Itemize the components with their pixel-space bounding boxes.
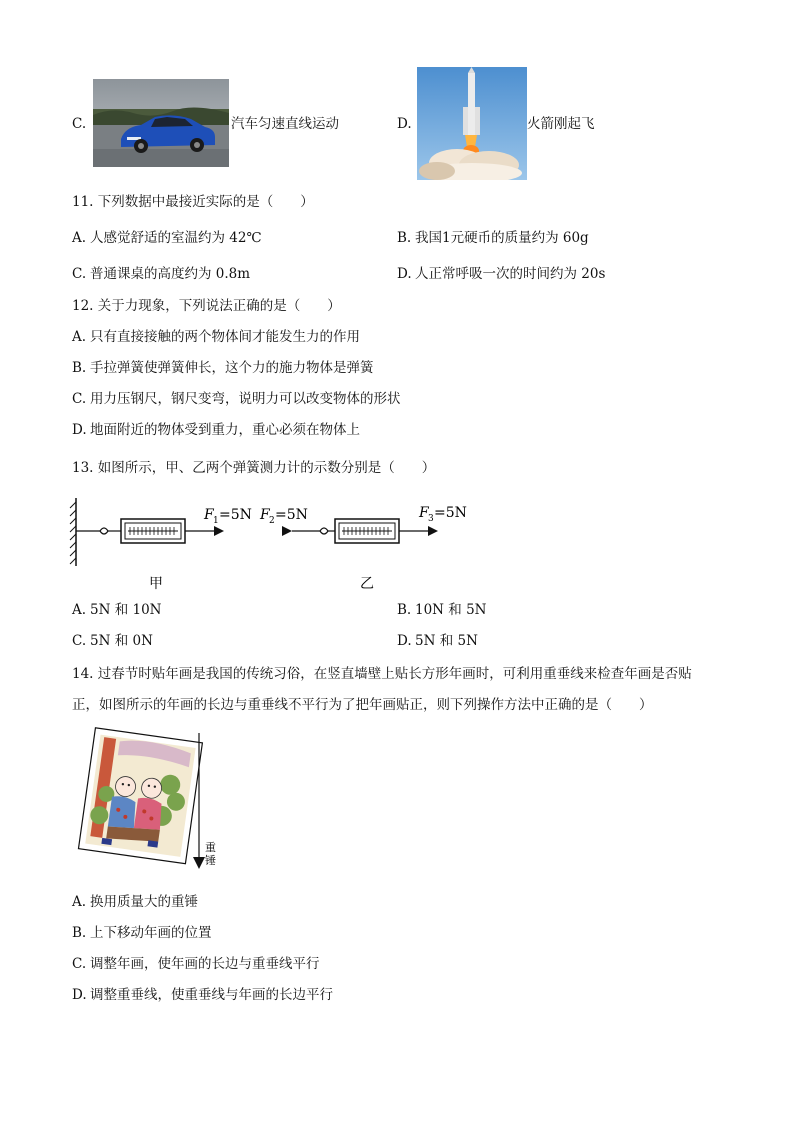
q10-option-c-text: 汽车匀速直线运动 <box>231 116 339 132</box>
option-text: 我国1元硬币的质量约为 60g <box>415 230 589 246</box>
option-letter: C. <box>72 266 87 282</box>
q11-stem: 11. 下列数据中最接近实际的是（ ） <box>72 194 314 210</box>
f3-subscript: 3 <box>428 514 434 524</box>
q10-option-d-letter: D. <box>397 116 412 132</box>
option-text: 5N 和 0N <box>90 633 153 649</box>
option-text: 调整重垂线，使重垂线与年画的长边平行 <box>90 987 333 1003</box>
option-text: 5N 和 10N <box>90 602 162 618</box>
spring-scale-figure <box>66 490 486 595</box>
option-letter: D. <box>397 633 412 649</box>
option-letter: A. <box>72 602 87 618</box>
q12-option-b <box>72 359 374 377</box>
option-text: 地面附近的物体受到重力，重心必须在物体上 <box>90 422 360 438</box>
q14-option-a <box>72 893 198 911</box>
q10-option-d-text: 火箭刚起飞 <box>527 116 595 132</box>
q12-option-c <box>72 390 401 408</box>
new-year-painting-figure <box>72 727 232 875</box>
option-text: 用力压钢尺，钢尺变弯，说明力可以改变物体的形状 <box>90 391 401 407</box>
option-letter: B. <box>397 602 412 618</box>
option-letter: B. <box>397 230 412 246</box>
plumb-label-2: 锤 <box>205 854 216 867</box>
option-letter: B. <box>72 925 87 941</box>
option-letter: D. <box>397 266 412 282</box>
option-letter: C. <box>72 633 87 649</box>
q14-option-c <box>72 955 320 973</box>
q11-option-a <box>72 229 262 247</box>
option-text: 手拉弹簧使弹簧伸长，这个力的施力物体是弹簧 <box>90 360 374 376</box>
option-letter: A. <box>72 230 87 246</box>
car-photo <box>93 79 229 167</box>
q13-option-a <box>72 601 161 619</box>
f2-subscript: 2 <box>269 516 275 526</box>
q13-option-d <box>397 632 478 650</box>
option-letter: D. <box>72 987 87 1003</box>
q14-stem-line-1: 14. 过春节时贴年画是我国的传统习俗，在竖直墙壁上贴长方形年画时，可利用重垂线来检查年画是否贴 <box>72 666 692 682</box>
label-yi: 乙 <box>360 576 374 592</box>
f2-value: =5N <box>275 507 308 523</box>
plumb-label-1: 重 <box>205 841 216 854</box>
f3-symbol: F <box>419 505 429 521</box>
car-icon <box>93 79 229 167</box>
q14-option-d <box>72 986 333 1004</box>
q14-stem-line-2: 正，如图所示的年画的长边与重垂线不平行为了把年画贴正，则下列操作方法中正确的是（ ） <box>72 697 653 713</box>
rocket-icon <box>417 67 527 180</box>
q12-option-d <box>72 421 360 439</box>
f1-subscript: 1 <box>213 516 219 526</box>
option-letter: C. <box>72 956 87 972</box>
q10-option-c-letter: C. <box>72 116 87 132</box>
option-text: 只有直接接触的两个物体间才能发生力的作用 <box>90 329 360 345</box>
option-text: 人感觉舒适的室温约为 42℃ <box>90 230 262 246</box>
option-letter: B. <box>72 360 87 376</box>
option-text: 10N 和 5N <box>415 602 487 618</box>
q12-stem: 12. 关于力现象，下列说法正确的是（ ） <box>72 298 341 314</box>
q11-option-d <box>397 265 605 283</box>
f2-symbol: F <box>260 507 270 523</box>
q11-option-b <box>397 229 589 247</box>
option-text: 上下移动年画的位置 <box>90 925 212 941</box>
label-jia: 甲 <box>149 576 163 592</box>
option-letter: A. <box>72 894 87 910</box>
option-letter: D. <box>72 422 87 438</box>
q13-option-c <box>72 632 153 650</box>
option-text: 5N 和 5N <box>415 633 478 649</box>
q12-option-a <box>72 328 360 346</box>
f1-symbol: F <box>204 507 214 523</box>
f1-value: =5N <box>219 507 252 523</box>
option-letter: A. <box>72 329 87 345</box>
rocket-photo <box>417 67 527 180</box>
option-letter: C. <box>72 391 87 407</box>
q13-stem: 13. 如图所示，甲、乙两个弹簧测力计的示数分别是（ ） <box>72 460 436 476</box>
option-text: 调整年画，使年画的长边与重垂线平行 <box>90 956 320 972</box>
option-text: 普通课桌的高度约为 0.8m <box>90 266 251 282</box>
option-text: 人正常呼吸一次的时间约为 20s <box>415 266 606 282</box>
q11-option-c <box>72 265 250 283</box>
f3-value: =5N <box>434 505 467 521</box>
q13-option-b <box>397 601 486 619</box>
option-text: 换用质量大的重锤 <box>90 894 198 910</box>
q14-option-b <box>72 924 212 942</box>
